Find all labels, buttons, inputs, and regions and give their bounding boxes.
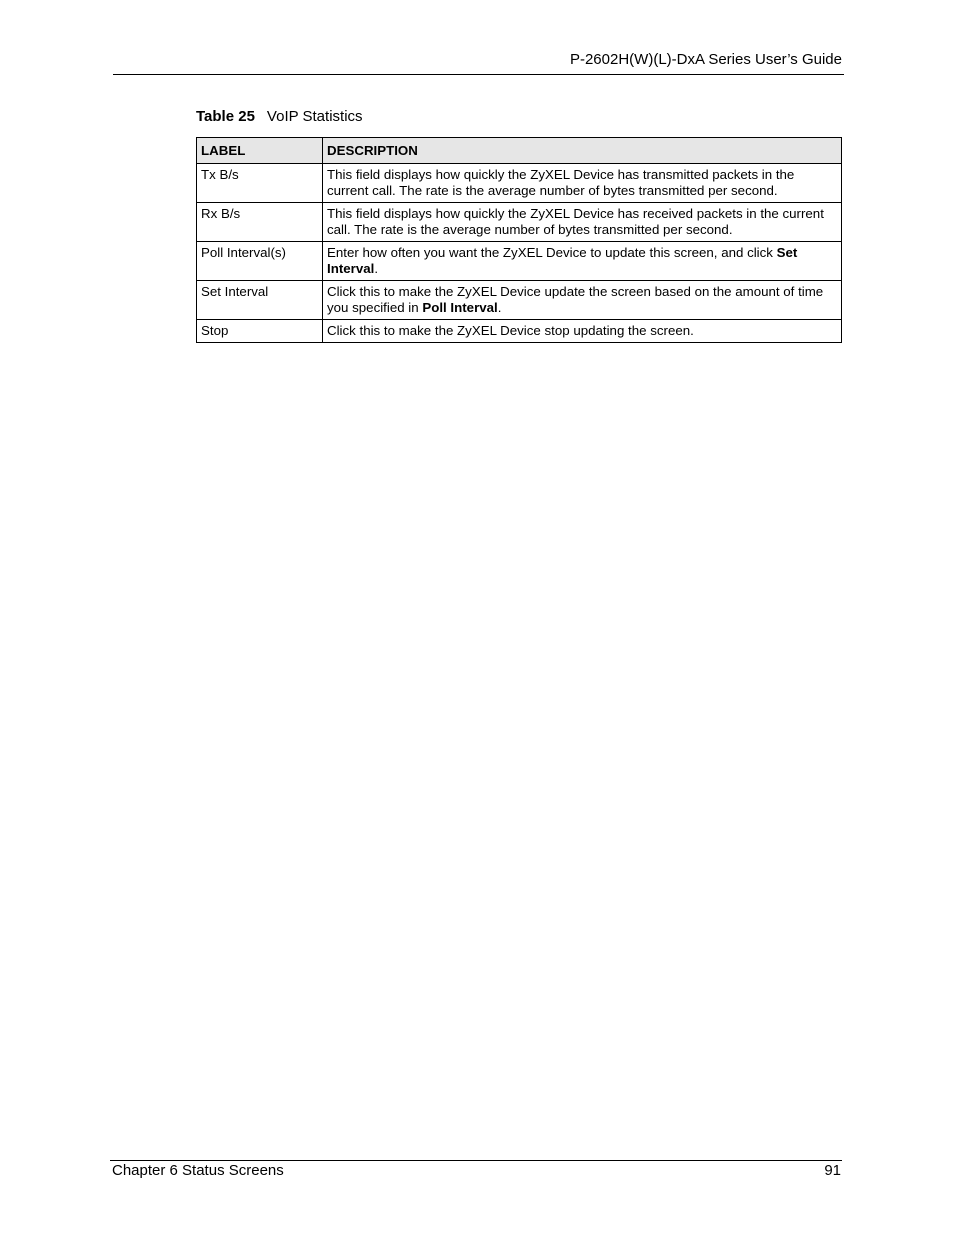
- table-row: [197, 281, 842, 320]
- table-caption-title: VoIP Statistics: [266, 108, 363, 125]
- footer-chapter: Chapter 6 Status Screens: [112, 1162, 284, 1179]
- row-description-text: Enter how often you want the ZyXEL Device to update this screen, and click: [327, 245, 777, 260]
- row-description: [323, 281, 842, 320]
- row-description: [323, 242, 842, 281]
- table-row: [197, 320, 842, 343]
- row-description: This field displays how quickly the ZyXEL Device has received packets in the current call. The rate is the average number of bytes transmitted per second.: [323, 203, 842, 242]
- row-label: Tx B/s: [197, 164, 323, 203]
- table-caption: [196, 108, 363, 125]
- header-rule: [113, 74, 844, 75]
- row-label: Rx B/s: [197, 203, 323, 242]
- footer-rule: [110, 1160, 842, 1161]
- row-description-emphasis: Poll Interval: [422, 300, 498, 315]
- row-label: Set Interval: [197, 281, 323, 320]
- table-row: [197, 164, 842, 203]
- page-number: 91: [824, 1162, 841, 1179]
- running-header: P-2602H(W)(L)-DxA Series User’s Guide: [569, 51, 842, 68]
- row-label: Poll Interval(s): [197, 242, 323, 281]
- column-header-label: LABEL: [197, 138, 323, 164]
- table-row: [197, 242, 842, 281]
- row-description-text: .: [374, 261, 379, 276]
- row-description-text: .: [497, 300, 502, 315]
- table-row: [197, 203, 842, 242]
- row-label: Stop: [197, 320, 323, 343]
- row-description: This field displays how quickly the ZyXEL Device has transmitted packets in the current call. The rate is the average number of bytes transmitted per second.: [323, 164, 842, 203]
- table-caption-label: Table 25: [196, 108, 255, 125]
- column-header-description: DESCRIPTION: [323, 138, 842, 164]
- row-description-emphasis: Set Interval: [327, 245, 798, 276]
- row-description-text: Click this to make the ZyXEL Device update the screen based on the amount of time you specified in: [327, 284, 824, 315]
- voip-statistics-table: [196, 137, 842, 343]
- row-description: Click this to make the ZyXEL Device stop updating the screen.: [323, 320, 842, 343]
- table-header-row: [197, 138, 842, 164]
